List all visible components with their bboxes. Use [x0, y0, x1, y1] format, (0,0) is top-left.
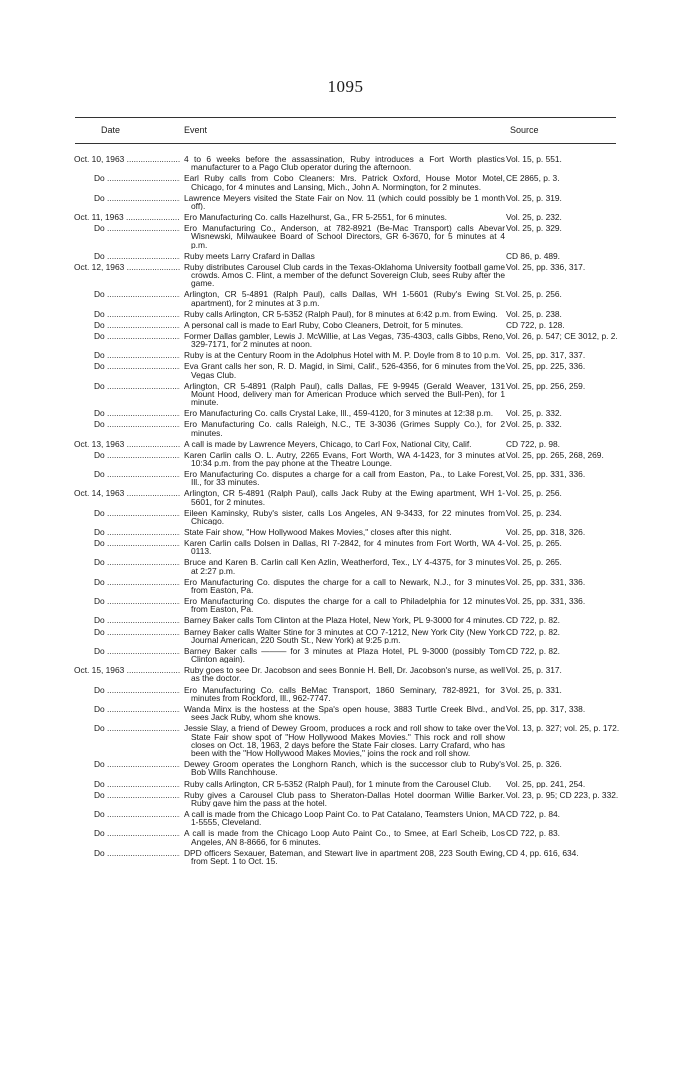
table-row — [0, 213, 691, 221]
table-row — [0, 440, 691, 448]
entry-date: Do ..... — [74, 597, 180, 605]
table-row — [0, 224, 691, 249]
entry-date: Do ..... — [74, 470, 180, 478]
entry-date: Do ..... — [74, 332, 180, 340]
entry-source: CD 722, p. 82. — [506, 616, 561, 625]
entry-event: A call is made from the Chicago Loop Auto Paint Co., to Smee, at Earl Scheib, Los Angeles, AN 8-8666, for 6 minutes. — [184, 829, 505, 846]
entry-event: Eva Grant calls her son, R. D. Magid, in Simi, Calif., 526-4356, for 6 minutes from the Vegas Club. — [184, 362, 505, 379]
entry-event: Ero Manufacturing Co., Anderson, at 782-8921 (Be-Mac Transport) calls Abevar Wisnewski, Milwaukee Board of School Directors, GR 6-3670, for 5 minutes at 4 p.m. — [184, 224, 505, 249]
entry-event: Ero Manufacturing Co. calls Crystal Lake, Ill., 459-4120, for 3 minutes at 12:38 p.m. — [184, 409, 494, 418]
entry-source: Vol. 25, pp. 241, 254. — [506, 779, 586, 788]
table-row — [0, 849, 691, 866]
table-row — [0, 252, 691, 260]
entry-event: Earl Ruby calls from Cobo Cleaners: Mrs. Patrick Oxford, House Motor Motel, Chicago, for 4 minutes and Lansing, Mich., John A. Normington, for 2 minutes. — [184, 174, 505, 191]
entry-source: CE 2865, p. 3. — [506, 174, 560, 184]
table-row — [0, 791, 691, 808]
table-row — [0, 528, 691, 536]
entry-event: Ero Manufacturing Co. calls BeMac Transport, 1860 Seminary, 782-8921, for 3 minutes from Rockford, Ill., 962-7747. — [184, 685, 505, 703]
entry-source: Vol. 25, p. 332. — [506, 409, 562, 418]
table-row — [0, 321, 691, 329]
entry-date: Do ..... — [74, 528, 180, 536]
table-row — [0, 409, 691, 417]
table-row — [0, 724, 691, 757]
entry-event: Ruby calls Arlington, CR 5-5352 (Ralph Paul), for 8 minutes at 6:42 p.m. from Ewing. — [184, 309, 498, 319]
entry-source: Vol. 25, pp. 317, 337. — [506, 351, 586, 360]
entry-event: Ero Manufacturing Co. calls Raleigh, N.C., TE 3-3036 (Grimes Supply Co.), for 2 minutes. — [184, 420, 505, 437]
entry-date: Do ..... — [74, 724, 180, 732]
entry-event: Jessie Slay, a friend of Dewey Groom, produces a rock and roll show to take over the State Fair show spot of "How Hollywood Makes Movies." This rock and roll show closes on Oct. 18, 1963, 2 days before the State Fair closes. Larry Crafard, who has been with the "How Hollywood Makes Movies," joins the rock and roll show. — [184, 724, 505, 758]
table-row — [0, 686, 691, 703]
entry-source: CD 722, p. 84. — [506, 809, 561, 819]
page-number: 1095 — [327, 77, 364, 96]
entry-source: Vol. 25, pp. 331, 336. — [506, 470, 586, 479]
entry-date: Do ..... — [74, 174, 180, 182]
column-header-date: Date — [101, 125, 121, 135]
entry-event: Bruce and Karen B. Carlin call Ken Azlin, Weatherford, Tex., LY 4-4375, for 3 minutes at 2:27 p.m. — [184, 558, 505, 576]
entry-source: CD 722, p. 128. — [506, 320, 565, 330]
entry-source: Vol. 23, p. 95; CD 223, p. 332. — [506, 790, 619, 800]
entry-source: Vol. 25, pp. 225, 336. — [506, 362, 586, 372]
entry-event: Karen Carlin calls Dolsen in Dallas, RI 7-2842, for 4 minutes from Fort Worth, WA 4-0113. — [184, 539, 505, 556]
table-row — [0, 578, 691, 595]
entry-date: Oct. 11, 1963 ..... — [74, 213, 180, 221]
entry-event: Ero Manufacturing Co. disputes a charge for a call from Easton, Pa., to Lake Forest, Ill., for 33 minutes. — [184, 470, 505, 487]
entry-event: Ruby calls Arlington, CR 5-5352 (Ralph Paul), for 1 minute from the Carousel Club. — [184, 779, 492, 788]
table-row — [0, 829, 691, 846]
entry-source: CD 722, p. 98. — [506, 439, 561, 448]
entry-date: Do ..... — [74, 409, 180, 417]
entry-date: Do ..... — [74, 351, 180, 359]
entry-date: Do ..... — [74, 616, 180, 624]
entry-source: Vol. 25, pp. 265, 268, 269. — [506, 450, 604, 460]
table-row — [0, 174, 691, 191]
entry-date: Do ..... — [74, 420, 180, 428]
entry-date: Oct. 14, 1963 ..... — [74, 489, 180, 497]
entry-source: Vol. 13, p. 327; vol. 25, p. 172. — [506, 724, 620, 734]
entry-date: Do ..... — [74, 451, 180, 459]
entry-event: DPD officers Sexauer, Bateman, and Stewart live in apartment 208, 223 South Ewing, from Sept. 1 to Oct. 15. — [184, 848, 505, 866]
table-row — [0, 539, 691, 556]
entry-source: Vol. 25, p. 332. — [506, 420, 562, 430]
entry-source: Vol. 25, pp. 318, 326. — [506, 528, 586, 537]
entry-event: Ruby is at the Century Room in the Adolphus Hotel with M. P. Doyle from 8 to 10 p.m. — [184, 351, 501, 360]
entry-source: Vol. 25, pp. 331, 336. — [506, 577, 586, 587]
table-row — [0, 290, 691, 307]
entry-date: Do ..... — [74, 252, 180, 260]
entry-date: Do ..... — [74, 578, 180, 586]
entry-date: Do ..... — [74, 539, 180, 547]
entry-event: State Fair show, "How Hollywood Makes Movies," closes after this night. — [184, 528, 452, 537]
entry-event: Barney Baker calls Walter Stine for 3 minutes at CO 7-1212, New York City (New York Journal American, 220 South St., New York) at 9:25 p.m. — [184, 627, 505, 645]
entry-date: Do ..... — [74, 362, 180, 370]
entry-source: Vol. 25, p. 256. — [506, 290, 562, 300]
table-row — [0, 489, 691, 506]
entry-source: Vol. 25, p. 331. — [506, 685, 562, 695]
table-row — [0, 362, 691, 379]
table-row — [0, 351, 691, 359]
entry-event: Arlington, CR 5-4891 (Ralph Paul), calls Dallas, WH 1-5601 (Ruby's Ewing St. apartment), for 2 minutes at 3 p.m. — [184, 290, 505, 307]
entry-source: CD 86, p. 489. — [506, 251, 561, 261]
table-row — [0, 310, 691, 318]
entry-source: Vol. 25, p. 238. — [506, 309, 562, 319]
entry-date: Do ..... — [74, 780, 180, 788]
header-rule-bottom — [75, 143, 616, 144]
table-row — [0, 666, 691, 683]
entry-source: Vol. 25, p. 265. — [506, 539, 562, 549]
entry-source: Vol. 25, p. 232. — [506, 213, 562, 222]
entry-date: Do ..... — [74, 290, 180, 298]
table-row — [0, 382, 691, 407]
entry-source: CD 4, pp. 616, 634. — [506, 848, 579, 858]
entry-date: Do ..... — [74, 628, 180, 636]
entry-date: Do ..... — [74, 647, 180, 655]
entry-date: Do ..... — [74, 224, 180, 232]
entry-date: Do ..... — [74, 760, 180, 768]
entry-event: Dewey Groom operates the Longhorn Ranch, which is the successor club to Ruby's Bob Wills Ranchhouse. — [184, 760, 505, 777]
entry-date: Do ..... — [74, 382, 180, 390]
entry-source: Vol. 25, p. 329. — [506, 224, 562, 234]
table-row — [0, 194, 691, 211]
entry-event: Wanda Minx is the hostess at the Spa's open house, 3883 Turtle Creek Blvd., and sees Jack Ruby, whom she knows. — [184, 704, 505, 722]
entry-date: Oct. 12, 1963 ..... — [74, 263, 180, 271]
entry-event: 4 to 6 weeks before the assassination, Ruby introduces a Fort Worth plastics manufacturer to a Pago Club operator during the afternoon. — [184, 155, 505, 172]
entry-source: Vol. 25, pp. 317, 338. — [506, 704, 586, 714]
entry-source: Vol. 25, pp. 336, 317. — [506, 262, 586, 272]
table-row — [0, 616, 691, 624]
entry-date: Do ..... — [74, 558, 180, 566]
table-row — [0, 810, 691, 827]
entry-source: Vol. 25, p. 256. — [506, 489, 562, 499]
table-row — [0, 597, 691, 614]
table-row — [0, 155, 691, 172]
table-row — [0, 628, 691, 645]
entry-event: Karen Carlin calls O. L. Autry, 2265 Evans, Fort Worth, WA 4-1423, for 3 minutes at 10:34 p.m. from the pay phone at the Theatre Lounge. — [184, 450, 505, 468]
table-row — [0, 509, 691, 526]
table-row — [0, 558, 691, 575]
entry-event: Eileen Kaminsky, Ruby's sister, calls Los Angeles, AN 9-3433, for 22 minutes from Chicago. — [184, 508, 505, 526]
entry-source: Vol. 25, p. 319. — [506, 193, 562, 203]
entry-event: Ruby goes to see Dr. Jacobson and sees Bonnie H. Bell, Dr. Jacobson's nurse, as well as the doctor. — [184, 666, 505, 683]
entry-source: Vol. 15, p. 551. — [506, 155, 562, 164]
entry-source: Vol. 25, p. 317. — [506, 666, 562, 676]
entry-event: Barney Baker calls Tom Clinton at the Plaza Hotel, New York, PL 9-3000 for 4 minutes. — [184, 616, 505, 625]
entry-date: Do ..... — [74, 849, 180, 857]
entry-date: Do ..... — [74, 686, 180, 694]
entry-event: A call is made by Lawrence Meyers, Chicago, to Carl Fox, National City, Calif. — [184, 439, 472, 448]
entry-event: A call is made from the Chicago Loop Paint Co. to Pat Catalano, Teamsters Union, MA 1-5555, Cleveland. — [184, 809, 505, 827]
entry-date: Do ..... — [74, 705, 180, 713]
entry-event: Ero Manufacturing Co. disputes the charge for a call to Newark, N.J., for 3 minutes from Easton, Pa. — [184, 577, 505, 595]
entry-date: Do ..... — [74, 829, 180, 837]
entry-source: Vol. 25, p. 234. — [506, 508, 562, 518]
table-row — [0, 705, 691, 722]
entry-event: Former Dallas gambler, Lewis J. McWillie, at Las Vegas, 735-4303, calls Gibbs, Reno, 329-7171, for 2 minutes at noon. — [184, 331, 505, 349]
entry-date: Oct. 15, 1963 ..... — [74, 666, 180, 674]
entry-date: Do ..... — [74, 321, 180, 329]
entry-source: Vol. 25, p. 265. — [506, 558, 562, 568]
entry-event: Ruby gives a Carousel Club pass to Sheraton-Dallas Hotel doorman Willie Barker. Ruby gave him the pass at the hotel. — [184, 790, 505, 808]
table-row — [0, 332, 691, 349]
entry-event: Ruby distributes Carousel Club cards in the Texas-Oklahoma University football game crowds. Amos C. Flint, a member of the defunct Sovereign Club, sees Ruby after the game. — [184, 262, 505, 288]
table-row — [0, 263, 691, 288]
table-row — [0, 760, 691, 777]
column-header-event: Event — [184, 125, 208, 135]
entry-event: Ero Manufacturing Co. disputes the charge for a call to Philadelphia for 12 minutes from Easton, Pa. — [184, 597, 505, 614]
entry-event: Arlington, CR 5-4891 (Ralph Paul), calls Dallas, FE 9-9945 (Gerald Weaver, 131 Mount Hood, delivery man for American Produce which served the Bull-Pen), for 1 minute. — [184, 381, 505, 407]
entry-date: Do ..... — [74, 791, 180, 799]
entry-date: Do ..... — [74, 310, 180, 318]
entry-event: Barney Baker calls ——— for 3 minutes at Plaza Hotel, PL 9-3000 (possibly Tom Clinton again). — [184, 646, 505, 664]
entry-event: Ero Manufacturing Co. calls Hazelhurst, Ga., FR 5-2551, for 6 minutes. — [184, 213, 447, 222]
table-row — [0, 470, 691, 487]
entry-event: Lawrence Meyers visited the State Fair on Nov. 11 (which could possibly be 1 month off). — [184, 193, 505, 211]
entry-source: Vol. 25, p. 326. — [506, 760, 562, 770]
chronology-table — [0, 155, 691, 868]
entry-event: A personal call is made to Earl Ruby, Cobo Cleaners, Detroit, for 5 minutes. — [184, 320, 464, 330]
entry-date: Oct. 10, 1963 ..... — [74, 155, 180, 163]
table-row — [0, 451, 691, 468]
entry-date: Do ..... — [74, 509, 180, 517]
entry-source: Vol. 25, pp. 331, 336. — [506, 597, 586, 607]
entry-event: Arlington, CR 5-4891 (Ralph Paul), calls Jack Ruby at the Ewing apartment, WH 1-5601, for 2 minutes. — [184, 489, 505, 506]
entry-source: CD 722, p. 82. — [506, 627, 561, 637]
column-header-source: Source — [510, 125, 539, 135]
entry-event: Ruby meets Larry Crafard in Dallas — [184, 251, 315, 261]
entry-source: Vol. 25, pp. 256, 259. — [506, 381, 586, 391]
header-rule-top — [75, 117, 616, 118]
entry-date: Oct. 13, 1963 ..... — [74, 440, 180, 448]
entry-source: CD 722, p. 82. — [506, 646, 561, 656]
entry-date: Do ..... — [74, 810, 180, 818]
table-row — [0, 420, 691, 437]
entry-source: CD 722, p. 83. — [506, 829, 561, 839]
table-row — [0, 647, 691, 664]
entry-date: Do ..... — [74, 194, 180, 202]
table-row — [0, 780, 691, 788]
entry-source: Vol. 26, p. 547; CE 3012, p. 2. — [506, 331, 618, 341]
